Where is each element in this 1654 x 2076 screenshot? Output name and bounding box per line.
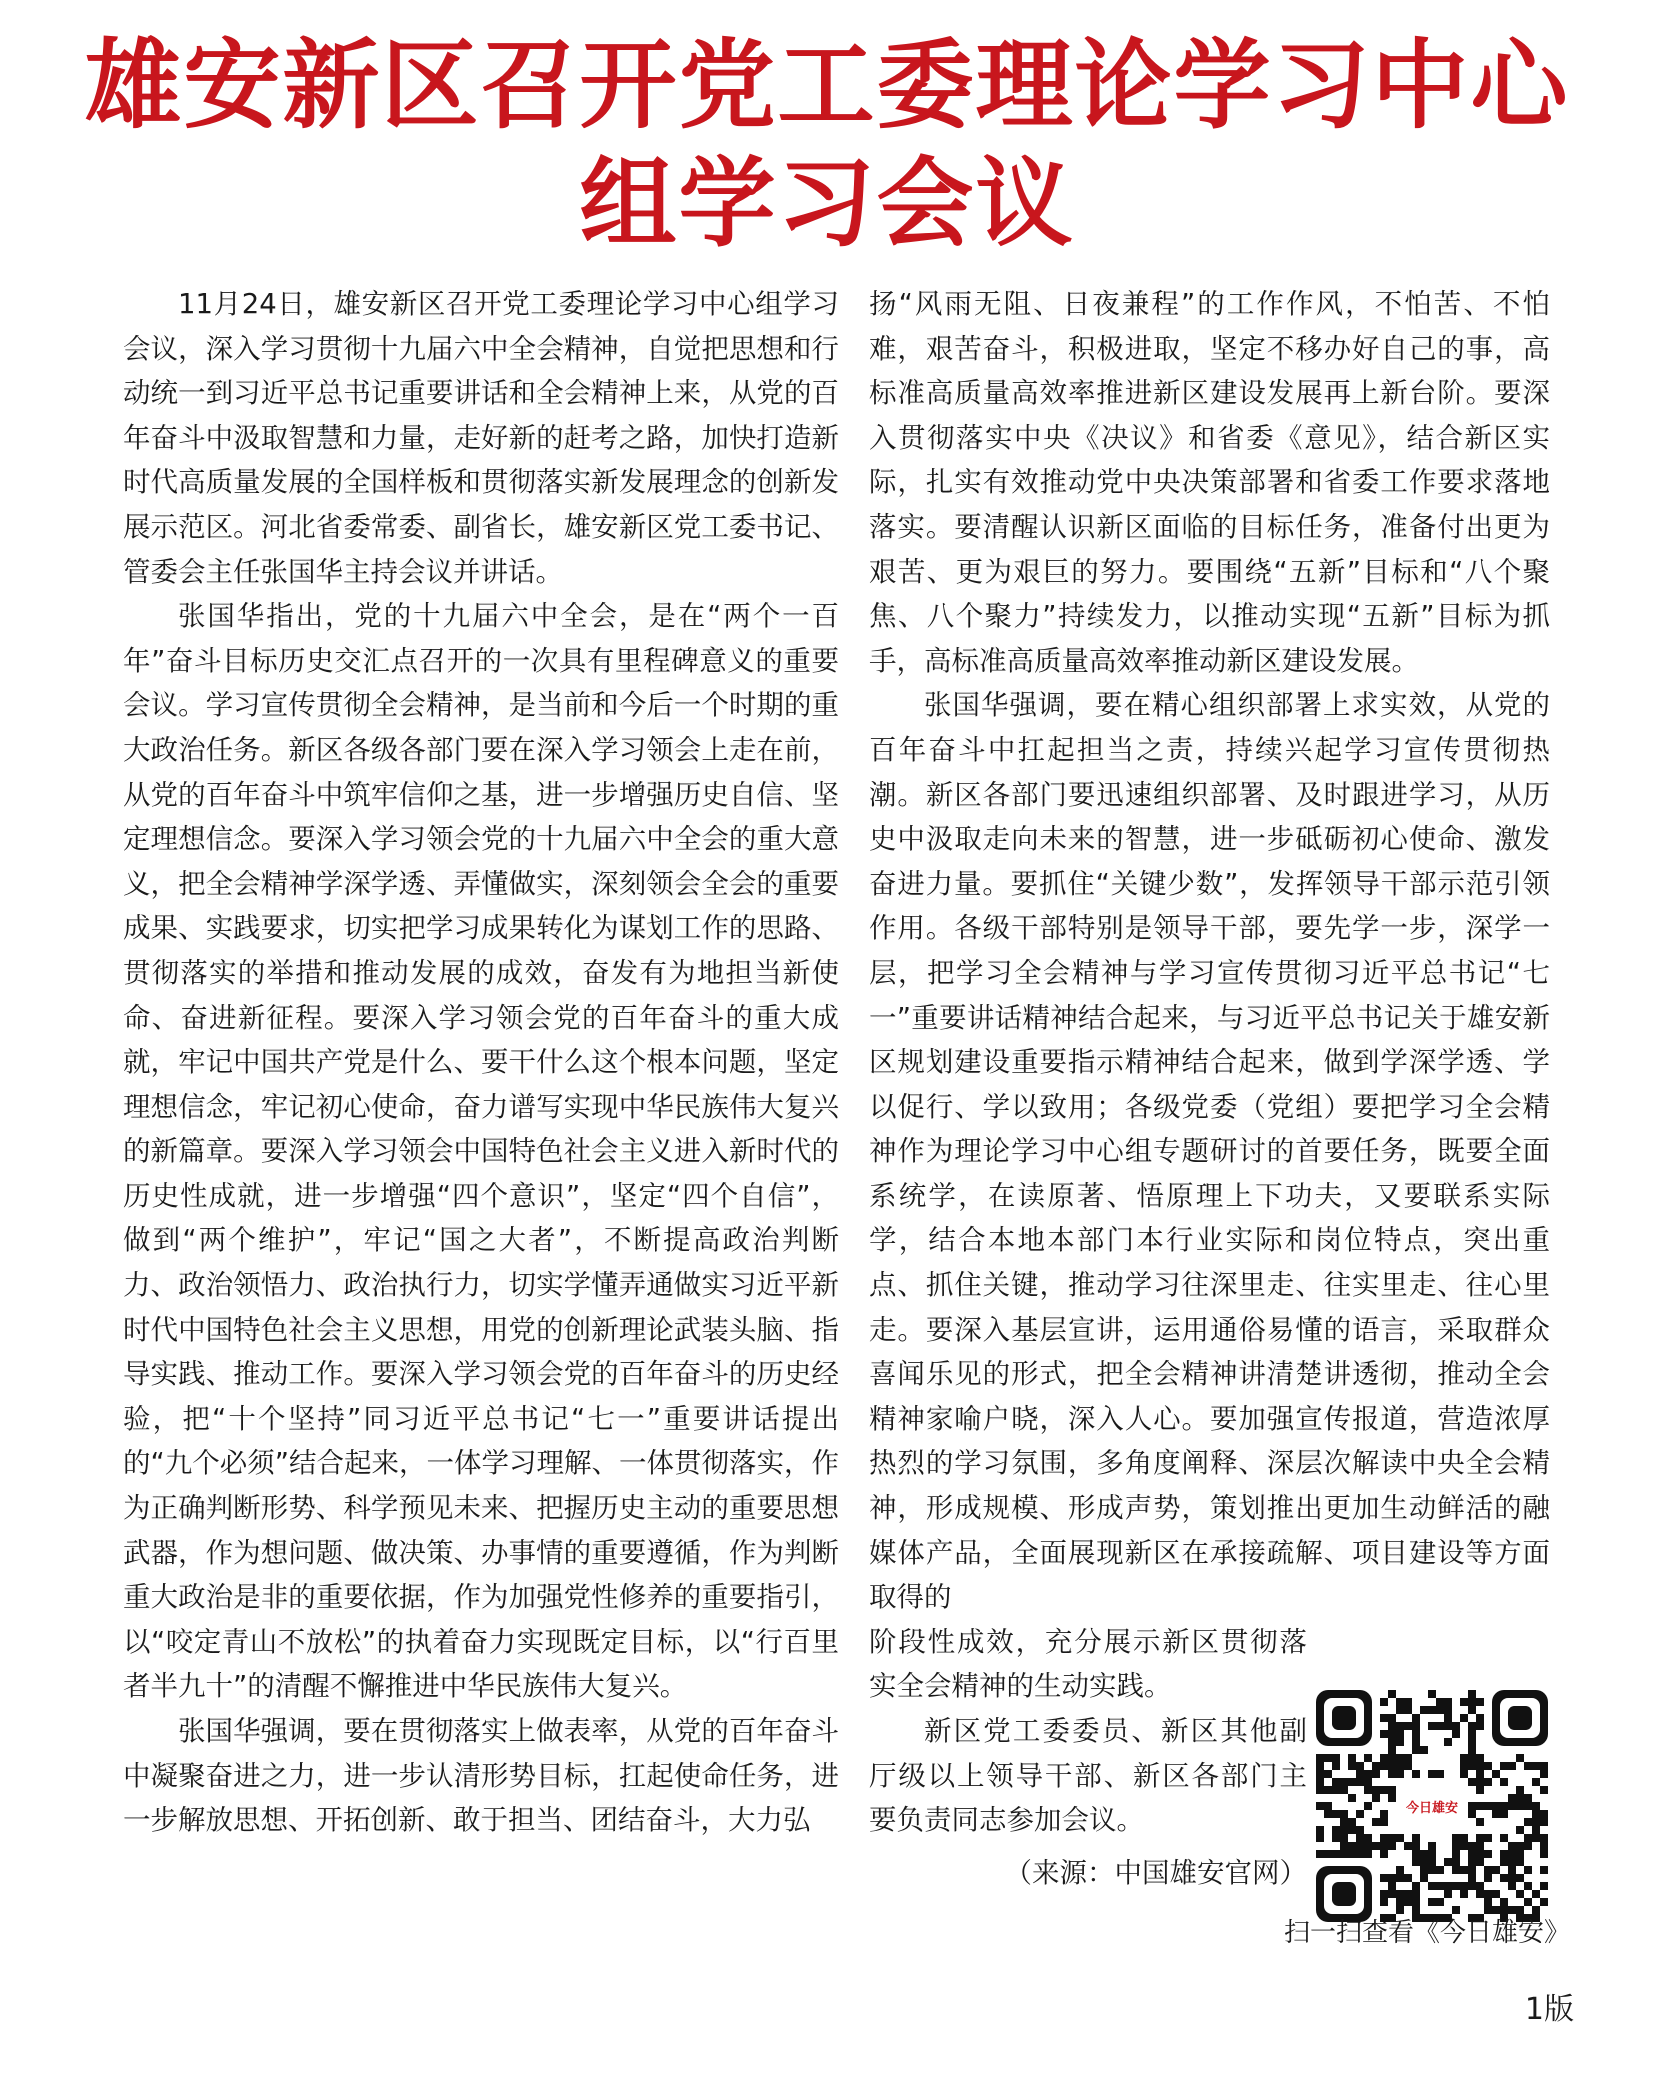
page-number: 1版 [1524, 1992, 1574, 2027]
article-paragraph-1: 11月24日，雄安新区召开党工委理论学习中心组学习会议，深入学习贯彻十九届六中全会精神，自觉把思想和行动统一到习近平总书记重要讲话和全会精神上来，从党的百年奋斗中汲取智慧和力量，走好新的赶考之路，加快打造新时代高质量发展的全国样板和贯彻落实新发展理念的创新发展示范区。河北省委常委、副省长，雄安新区党工委书记、管委会主任张国华主持会议并讲话。 [123, 288, 839, 588]
article-right-column [869, 282, 1550, 1895]
article-paragraph-2: 张国华指出，党的十九届六中全会，是在“两个一百年”奋斗目标历史交汇点召开的一次具有里程碑意义的重要会议。学习宣传贯彻全会精神，是当前和今后一个时期的重大政治任务。新区各级各部门要在深入学习领会上走在前，从党的百年奋斗中筑牢信仰之基，进一步增强历史自信、坚定理想信念。要深入学习领会党的十九届六中全会的重大意义，把全会精神学深学透、弄懂做实，深刻领会全会的重要成果、实践要求，切实把学习成果转化为谋划工作的思路、贯彻落实的举措和推动发展的成效，奋发有为地担当新使命、奋进新征程。要深入学习领会党的百年奋斗的重大成就，牢记中国共产党是什么、要干什么这个根本问题，坚定理想信念，牢记初心使命，奋力谱写实现中华民族伟大复兴的新篇章。要深入学习领会中国特色社会主义进入新时代的历史性成就，进一步增强“四个意识”，坚定“四个自信”，做到“两个维护”，牢记“国之大者”，不断提高政治判断力、政治领悟力、政治执行力，切实学懂弄通做实习近平新时代中国特色社会主义思想，用党的创新理论武装头脑、指导实践、推动工作。要深入学习领会党的百年奋斗的历史经验，把“十个坚持”同习近平总书记“七一”重要讲话提出的“九个必须”结合起来，一体学习理解、一体贯彻落实，作为正确判断形势、科学预见未来、把握历史主动的重要思想武器，作为想问题、做决策、办事情的重要遵循，作为判断重大政治是非的重要依据，作为加强党性修养的重要指引，以“咬定青山不放松”的执着奋力实现既定目标，以“行百里者半九十”的清醒不懈推进中华民族伟大复兴。 [123, 600, 839, 1703]
article-paragraph-4-tail: 阶段性成效，充分展示新区贯彻落实全会精神的生动实践。 [869, 1625, 1307, 1703]
headline-line-2: 组学习会议 [579, 146, 1075, 260]
qr-code[interactable] [1316, 1690, 1552, 1922]
article-paragraph-3: 张国华强调，要在贯彻落实上做表率，从党的百年奋斗中凝聚奋进之力，进一步认清形势目标，扛起使命任务，进一步解放思想、开拓创新、敢于担当、团结奋斗，大力弘 [123, 1715, 839, 1837]
qr-logo-badge: 今日雄安 [1402, 1786, 1462, 1826]
article-left-column [123, 282, 839, 1843]
headline [60, 26, 1594, 262]
qr-caption: 扫一扫查看《今日雄安》 [1283, 1918, 1570, 1948]
article-paragraph-5: 新区党工委委员、新区其他副厅级以上领导干部、新区各部门主要负责同志参加会议。 [869, 1715, 1307, 1837]
headline-line-1: 雄安新区召开党工委理论学习中心 [84, 28, 1570, 142]
article-source: （来源：中国雄安官网） [1004, 1856, 1307, 1889]
article-paragraph-4: 张国华强调，要在精心组织部署上求实效，从党的百年奋斗中扛起担当之责，持续兴起学习宣传贯彻热潮。新区各部门要迅速组织部署、及时跟进学习，从历史中汲取走向未来的智慧，进一步砥砺初心使命、激发奋进力量。要抓住“关键少数”，发挥领导干部示范引领作用。各级干部特别是领导干部，要先学一步，深学一层，把学习全会精神与学习宣传贯彻习近平总书记“七一”重要讲话精神结合起来，与习近平总书记关于雄安新区规划建设重要指示精神结合起来，做到学深学透、学以促行、学以致用；各级党委（党组）要把学习全会精神作为理论学习中心组专题研讨的首要任务，既要全面系统学，在读原著、悟原理上下功夫，又要联系实际学，结合本地本部门本行业实际和岗位特点，突出重点、抓住关键，推动学习往深里走、往实里走、往心里走。要深入基层宣讲，运用通俗易懂的语言，采取群众喜闻乐见的形式，把全会精神讲清楚讲透彻，推动全会精神家喻户晓，深入人心。要加强宣传报道，营造浓厚热烈的学习氛围，多角度阐释、深层次解读中央全会精神，形成规模、形成声势，策划推出更加生动鲜活的融媒体产品，全面展现新区在承接疏解、项目建设等方面取得的 [869, 689, 1550, 1614]
article-paragraph-3-continued: 扬“风雨无阻、日夜兼程”的工作作风，不怕苦、不怕难，艰苦奋斗，积极进取，坚定不移办好自己的事，高标准高质量高效率推进新区建设发展再上新台阶。要深入贯彻落实中央《决议》和省委《意见》，结合新区实际，扎实有效推动党中央决策部署和省委工作要求落地落实。要清醒认识新区面临的目标任务，准备付出更为艰苦、更为艰巨的努力。要围绕“五新”目标和“八个聚焦、八个聚力”持续发力，以推动实现“五新”目标为抓手，高标准高质量高效率推动新区建设发展。 [869, 288, 1550, 677]
